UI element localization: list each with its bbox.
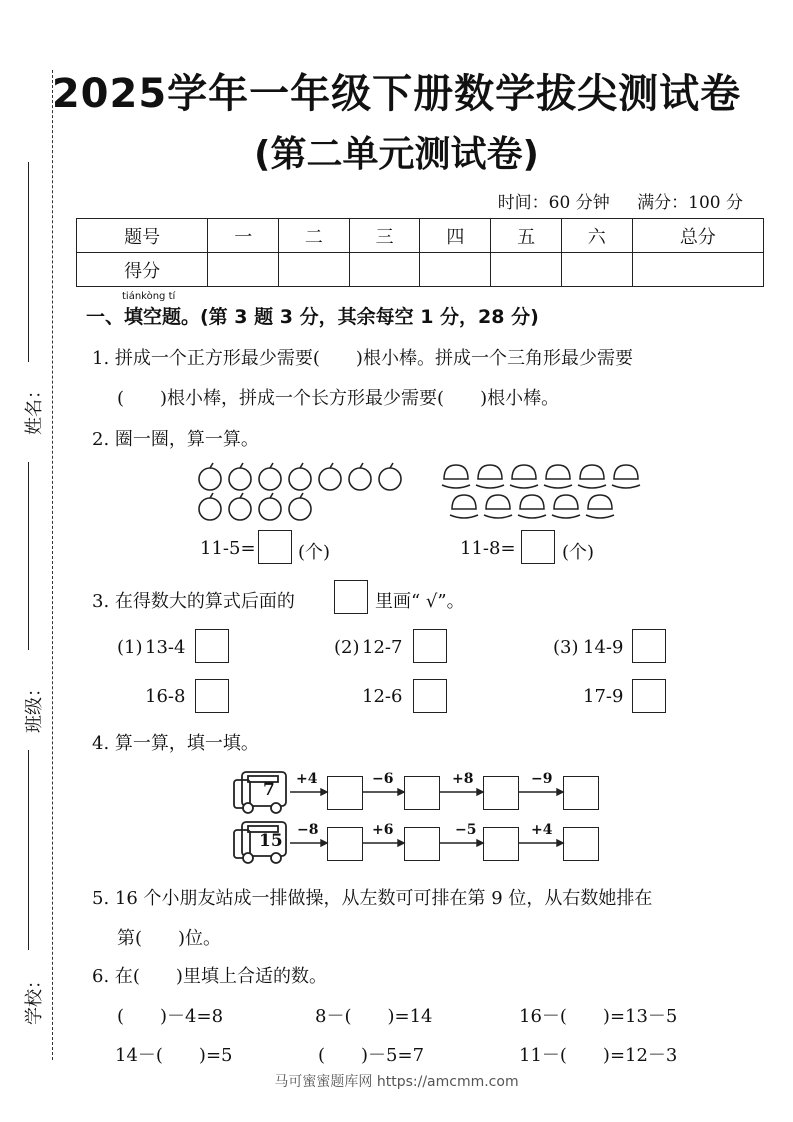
train1-op4: −9 (531, 771, 553, 787)
apple-icon (199, 463, 221, 490)
peach-icon (484, 495, 512, 518)
apple-icon (289, 493, 311, 520)
score-header-cell: 六 (561, 219, 632, 253)
score-header-cell: 五 (491, 219, 562, 253)
full-score: 满分：100 分 (637, 193, 743, 213)
score-header-cell: 一 (208, 219, 279, 253)
score-cell[interactable] (279, 253, 350, 287)
apple-icon (289, 463, 311, 490)
q6-item: 14－( )=5 (115, 1045, 233, 1066)
q6-text: 6. 在( )里填上合适的数。 (92, 966, 327, 987)
peach-icon (476, 465, 504, 488)
train1-op2: −6 (372, 771, 394, 787)
name-label: 姓名： (24, 381, 45, 435)
q2-answer-box-right[interactable] (521, 530, 555, 564)
time-limit: 时间：60 分钟 (497, 193, 610, 213)
binding-dashed-line (52, 70, 53, 1060)
apple-icon (349, 463, 371, 490)
q3-pair1-a: 13-4 (145, 637, 186, 658)
q1-line2: ( )根小棒，拼成一个长方形最少需要( )根小棒。 (117, 388, 560, 409)
score-cell[interactable] (561, 253, 632, 287)
q5-line1: 5. 16 个小朋友站成一排做操，从左数可可排在第 9 位，从右数她排在 (92, 888, 653, 909)
apple-icon (229, 493, 251, 520)
q3-pair3-b: 17-9 (583, 686, 624, 707)
train2-arrows (288, 835, 568, 851)
score-table-score-row (77, 253, 764, 287)
q6-item: ( )－5=7 (318, 1045, 425, 1066)
train2-op3: −5 (455, 822, 477, 838)
exam-meta (476, 188, 743, 213)
score-table (76, 218, 764, 287)
peach-icon (552, 495, 580, 518)
q3-pair1-b: 16-8 (145, 686, 186, 707)
q2-eq-right: 11-8= (460, 538, 516, 559)
school-underline (28, 750, 29, 950)
name-underline (28, 162, 29, 362)
q3-pair1-label: (1) (117, 637, 143, 658)
q2-unit-right: (个) (562, 542, 595, 563)
q1-line1: 1. 拼成一个正方形最少需要( )根小棒。拼成一个三角形最少需要 (92, 348, 633, 369)
peach-icon (578, 465, 606, 488)
school-label: 学校： (24, 971, 45, 1025)
train1-op3: +8 (452, 771, 474, 787)
peach-icon (586, 495, 614, 518)
q3-text-after: 里画“ √”。 (375, 591, 465, 612)
peach-icon (544, 465, 572, 488)
score-header-cell: 二 (279, 219, 350, 253)
score-header-cell: 四 (420, 219, 491, 253)
class-label: 班级： (24, 679, 45, 733)
train1-op1: +4 (296, 771, 318, 787)
train1-start: 7 (263, 780, 275, 800)
peach-icon (518, 495, 546, 518)
q2-unit-left: (个) (298, 542, 331, 563)
peach-icon (612, 465, 640, 488)
train2-op4: +4 (531, 822, 553, 838)
q3-pair3-label: (3) (553, 637, 579, 658)
train1-arrows (288, 784, 568, 800)
q3-check-box[interactable] (195, 629, 229, 663)
q3-check-box[interactable] (632, 629, 666, 663)
train2-op1: −8 (297, 822, 319, 838)
apple-icon (199, 493, 221, 520)
q6-item: 8－( )=14 (315, 1006, 433, 1027)
peach-icon (510, 465, 538, 488)
apple-icon (319, 463, 341, 490)
train2-answer-box[interactable] (563, 827, 599, 861)
score-row-label: 得分 (77, 253, 208, 287)
q2-answer-box-left[interactable] (258, 530, 292, 564)
q3-example-box (334, 580, 368, 614)
q3-check-box[interactable] (413, 629, 447, 663)
q3-check-box[interactable] (632, 679, 666, 713)
section-title: 一、填空题。(第 3 题 3 分，其余每空 1 分，28 分) (86, 306, 539, 328)
footer-watermark: 马可蜜蜜题库网 https://amcmm.com (274, 1074, 519, 1090)
q3-check-box[interactable] (413, 679, 447, 713)
class-underline (28, 462, 29, 650)
train1-answer-box[interactable] (563, 776, 599, 810)
q6-item: ( )－4=8 (117, 1006, 224, 1027)
q6-item: 16－( )=13－5 (519, 1006, 678, 1027)
apple-icon (229, 463, 251, 490)
train-icon (230, 768, 292, 814)
score-cell[interactable] (632, 253, 763, 287)
train2-start: 15 (259, 831, 283, 851)
q3-pair2-a: 12-7 (362, 637, 403, 658)
score-cell[interactable] (491, 253, 562, 287)
page-subtitle: (第二单元测试卷) (254, 134, 539, 175)
q2-eq-left: 11-5= (200, 538, 256, 559)
score-header-cell: 三 (349, 219, 420, 253)
apple-icon (259, 463, 281, 490)
q2-text: 2. 圈一圈，算一算。 (92, 429, 259, 450)
apples-illustration (196, 455, 426, 525)
score-cell[interactable] (349, 253, 420, 287)
q3-check-box[interactable] (195, 679, 229, 713)
q4-text: 4. 算一算，填一填。 (92, 733, 259, 754)
section-pinyin: tiánkòng tí (122, 291, 176, 302)
score-cell[interactable] (208, 253, 279, 287)
score-cell[interactable] (420, 253, 491, 287)
q5-line2: 第( )位。 (117, 928, 222, 949)
score-header-cell: 总分 (632, 219, 763, 253)
train2-op2: +6 (372, 822, 394, 838)
peaches-illustration (438, 455, 648, 525)
peach-icon (450, 495, 478, 518)
peach-icon (442, 465, 470, 488)
q3-text-before: 3. 在得数大的算式后面的 (92, 591, 295, 612)
q6-item: 11－( )=12－3 (519, 1045, 678, 1066)
score-table-header-row (77, 219, 764, 253)
q3-pair2-b: 12-6 (362, 686, 403, 707)
score-header-cell: 题号 (77, 219, 208, 253)
q3-pair3-a: 14-9 (583, 637, 624, 658)
apple-icon (259, 493, 281, 520)
q3-pair2-label: (2) (334, 637, 360, 658)
apple-icon (379, 463, 401, 490)
page-title: 2025学年一年级下册数学拔尖测试卷 (51, 71, 742, 117)
